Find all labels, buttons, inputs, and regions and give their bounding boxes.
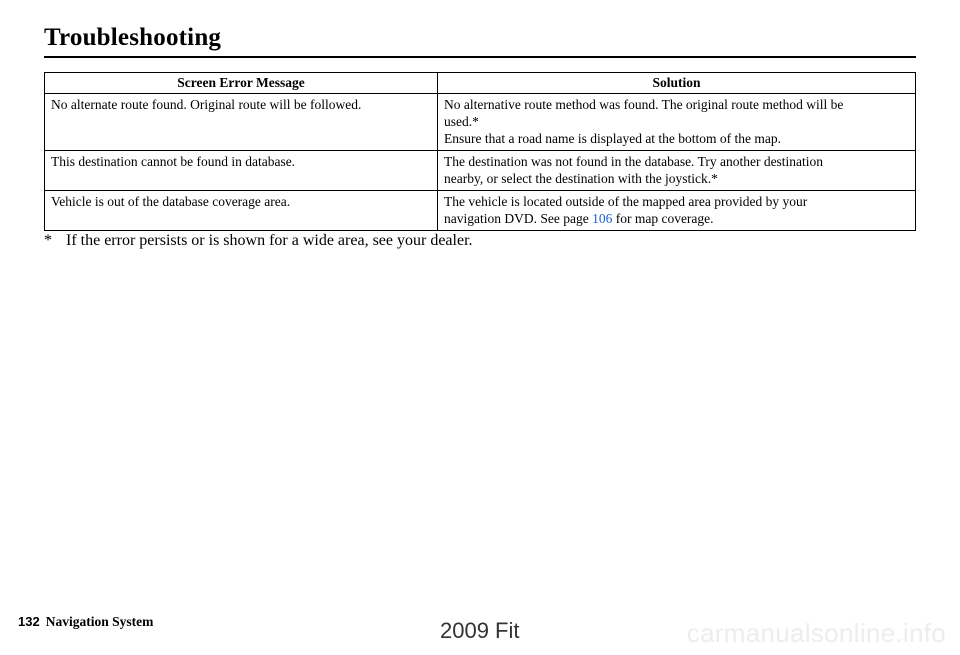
solution-line: Ensure that a road name is displayed at the bottom of the map. <box>444 131 782 146</box>
page-106-link[interactable]: 106 <box>592 211 613 226</box>
error-message-cell: Vehicle is out of the database coverage area. <box>45 191 438 231</box>
header-screen-error-message: Screen Error Message <box>45 73 438 94</box>
table-header-row <box>45 73 916 94</box>
solution-cell <box>438 191 916 231</box>
solution-line: No alternative route method was found. The original route method will be <box>444 97 844 112</box>
error-message-cell: No alternate route found. Original route will be followed. <box>45 94 438 151</box>
solution-text: navigation DVD. See page <box>444 211 593 226</box>
solution-cell <box>438 151 916 191</box>
table-row <box>45 151 916 191</box>
page-title: Troubleshooting <box>44 24 222 51</box>
solution-line: nearby, or select the destination with the joystick.* <box>444 171 718 186</box>
solution-line: used.* <box>444 114 479 129</box>
page-footer <box>18 614 153 630</box>
solution-line: The vehicle is located outside of the mapped area provided by your <box>444 194 808 209</box>
solution-text: for map coverage. <box>612 211 714 226</box>
error-message-cell: This destination cannot be found in database. <box>45 151 438 191</box>
table-row <box>45 191 916 231</box>
title-divider <box>44 56 916 58</box>
section-name: Navigation System <box>45 614 154 629</box>
footnote-text: If the error persists or is shown for a wide area, see your dealer. <box>66 232 473 249</box>
solution-line <box>444 210 909 227</box>
page-number: 132 <box>18 614 40 629</box>
header-solution: Solution <box>438 73 916 94</box>
table-row <box>45 94 916 151</box>
solution-line: The destination was not found in the database. Try another destination <box>444 154 824 169</box>
footnote <box>44 232 473 250</box>
solution-cell <box>438 94 916 151</box>
error-message-table <box>44 72 916 231</box>
model-watermark: 2009 Fit <box>440 618 520 643</box>
footnote-marker: * <box>44 232 52 249</box>
site-watermark: carmanualsonline.info <box>686 618 946 648</box>
